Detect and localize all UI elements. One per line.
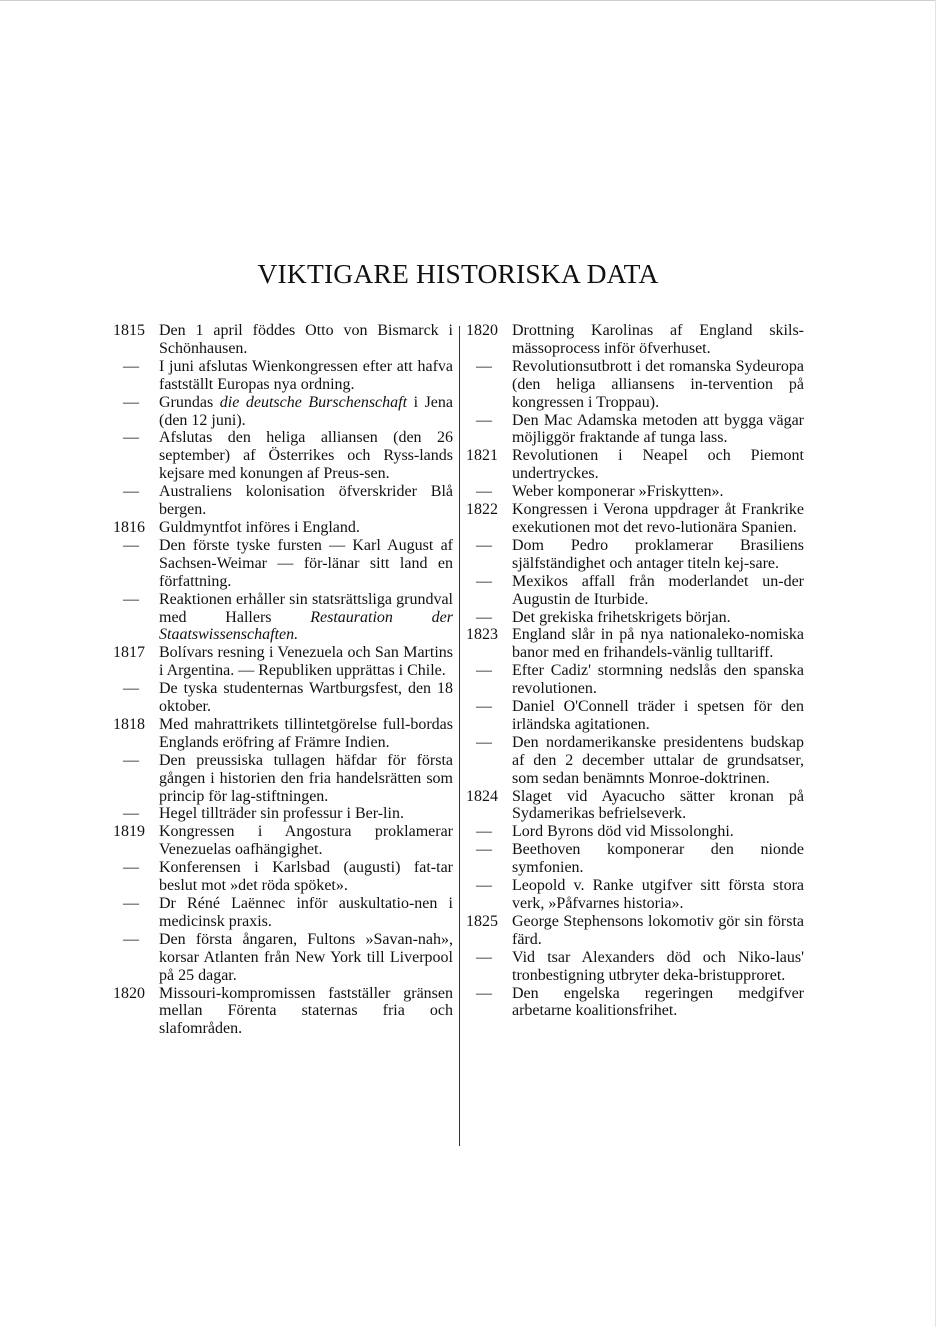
timeline-entry [466,501,804,537]
entry-text: Dom Pedro proklamerar Brasiliens själfständighet och antager titeln kej-sare. [512,536,804,572]
entry-year: — [476,823,492,841]
entry-text: Den preussiska tullagen häfdar för första gången i historien den fria handelsrätten som princip för lag-stiftningen. [159,751,453,805]
entry-text-italic: die deutsche Burschenschaft [219,393,408,411]
timeline-entry [466,841,804,877]
entry-year: — [476,572,492,590]
entry-year: — [123,536,139,554]
entry-text: Mexikos affall från moderlandet un-der Augustin de Iturbide. [512,572,804,608]
timeline-entry [466,985,804,1021]
timeline-entry [466,698,804,734]
timeline-entry [113,680,453,716]
page-title: VIKTIGARE HISTORISKA DATA [257,258,659,289]
entry-year: — [123,357,139,375]
timeline-entry [466,483,804,501]
entry-text: Dr Réné Laënnec inför auskultatio-nen i medicinsk praxis. [159,895,453,930]
entry-year: — [476,841,492,859]
timeline-entry [113,716,453,752]
entry-text: Vid tsar Alexanders död och Niko-laus' tronbestigning utbryter deka-bristupproret. [512,948,804,984]
entry-text: Efter Cadiz' stormning nedslås den spanska revolutionen. [512,662,804,698]
timeline-entry [466,788,804,824]
timeline-entry [466,447,804,483]
entry-year: — [476,608,492,626]
entry-text: Daniel O'Connell träder i spetsen för den irländska agitationen. [512,698,804,733]
entry-year: — [476,733,492,751]
timeline-entry [113,429,453,483]
entry-text: Afslutas den heliga alliansen (den 26 september) af Österrikes och Ryss-lands kejsare med konungen af Preus-sen. [159,429,453,483]
timeline-entry [113,519,453,537]
left-column [113,322,453,1038]
entry-year: 1822 [466,501,498,519]
timeline-entry [466,877,804,913]
entry-text: Slaget vid Ayacucho sätter kronan på Sydamerikas befrielseverk. [512,787,804,823]
entry-year: — [476,411,492,429]
entry-year: 1820 [466,322,498,339]
entry-text: Den nordamerikanske presidentens budskap af den 2 december uttalar de grundsatser, som sedan benämnts Monroe-doktrinen. [512,733,804,787]
entry-year: — [123,859,139,877]
timeline-entry [113,931,453,985]
timeline-entry [466,823,804,841]
entry-year: — [123,393,139,411]
timeline-entry [113,823,453,859]
entry-text: England slår in på nya nationaleko-nomiska banor med en frihandels-vänlig tulltariff. [512,626,804,662]
entry-text: De tyska studenternas Wartburgsfest, den 18 oktober. [159,680,453,716]
entry-year: — [123,930,139,948]
timeline-entry [466,412,804,448]
right-column [466,322,804,1020]
entry-year: — [123,895,139,912]
timeline-entry [466,322,804,358]
entry-year: 1824 [466,787,498,805]
timeline-entry [113,394,453,430]
entry-text: Den första ångaren, Fultons »Savan-nah», korsar Atlanten från New York till Liverpool på 25 dagar. [159,930,453,984]
timeline-entry [113,322,453,358]
entry-year: — [476,536,492,554]
entry-year: — [476,698,492,716]
entry-text [159,394,453,430]
timeline-entry [113,537,453,591]
timeline-entry [466,662,804,698]
entry-year: — [476,662,492,680]
timeline-entry [113,358,453,394]
timeline-entry [113,483,453,519]
entry-year: 1825 [466,912,498,930]
entry-text-part: Reaktionen erhåller sin statsrättsliga grundval med Hallers [159,590,453,626]
entry-text: Leopold v. Ranke utgifver sitt första stora verk, »Påfvarnes historia». [512,877,804,912]
entry-text: Weber komponerar »Friskytten». [512,483,724,501]
entry-year: 1816 [113,518,145,536]
entry-text: Revolutionen i Neapel och Piemont undertryckes. [512,447,804,483]
entry-year: — [476,984,492,1002]
entry-year: — [476,483,492,501]
timeline-entry [466,537,804,573]
entry-year: — [476,357,492,375]
entry-year: 1820 [113,984,145,1002]
entry-year: — [123,805,139,823]
timeline-entry [113,644,453,680]
entry-text: Drottning Karolinas af England skils-mässoprocess inför öfverhuset. [512,322,804,357]
timeline-entry [113,591,453,645]
page-edge-top [0,0,936,1]
timeline-entry [466,913,804,949]
entry-text: Konferensen i Karlsbad (augusti) fat-tar beslut mot »det röda spöket». [159,859,453,895]
entry-text: Den 1 april föddes Otto von Bismarck i Schönhausen. [159,322,453,357]
entry-year: 1817 [113,644,145,662]
entry-text: Lord Byrons död vid Missolonghi. [512,823,734,841]
timeline-entry [466,734,804,788]
entry-text: Revolutionsutbrott i det romanska Sydeuropa (den heliga alliansens in-tervention på kongressen i Troppau). [512,357,804,411]
entry-text-part: Grundas [159,393,220,411]
entry-text: Bolívars resning i Venezuela och San Martins i Argentina. — Republiken upprättas i Chile. [159,644,453,680]
timeline-entry [113,985,453,1039]
entry-year: 1821 [466,447,498,465]
column-divider [459,326,460,1146]
timeline-entry [113,805,453,823]
timeline-entry [466,358,804,412]
entry-year: — [123,429,139,447]
entry-year: — [123,590,139,608]
timeline-entry [466,573,804,609]
entry-year: 1819 [113,823,145,841]
entry-year: — [476,877,492,895]
entry-text: Hegel tillträder sin professur i Ber-lin. [159,805,404,823]
entry-text: Guldmyntfot införes i England. [159,518,360,536]
entry-text: Australiens kolonisation öfverskrider Blå bergen. [159,483,453,519]
entry-text: George Stephensons lokomotiv gör sin första färd. [512,912,804,948]
timeline-entry [113,859,453,895]
entry-text: Den förste tyske fursten — Karl August af Sachsen-Weimar — för-länar sitt land en författning. [159,536,453,590]
timeline-entry [113,752,453,806]
timeline-entry [466,626,804,662]
entry-text: Beethoven komponerar den nionde symfonien. [512,841,804,877]
entry-text: Den Mac Adamska metoden att bygga vägar möjliggör fraktande af tunga lass. [512,411,804,447]
entry-text: Med mahrattrikets tillintetgörelse full-bordas Englands eröfring af Främre Indien. [159,715,453,751]
entry-text: Missouri-kompromissen fastställer gränsen mellan Förenta staternas fria och slafområden. [159,984,453,1038]
entry-year: 1815 [113,322,145,339]
entry-text-italic: Restauration der Staatswissenschaften. [159,608,453,644]
entry-year: — [476,948,492,966]
entry-text [159,591,453,645]
entry-text: I juni afslutas Wienkongressen efter att hafva fastställt Europas nya ordning. [159,357,453,393]
timeline-entry [466,949,804,985]
entry-text: Den engelska regeringen medgifver arbetarne koalitionsfrihet. [512,984,804,1020]
entry-text: Kongressen i Angostura proklamerar Venezuelas oafhängighet. [159,823,453,859]
entry-year: — [123,680,139,698]
entry-year: 1823 [466,626,498,644]
entry-year: 1818 [113,715,145,733]
entry-text-part: i Jena (den 12 juni). [159,393,453,429]
timeline-entry [466,609,804,627]
entry-text: Kongressen i Verona uppdrager åt Frankrike exekutionen mot det revo-lutionära Spanien. [512,501,804,536]
entry-year: — [123,751,139,769]
timeline-entry [113,895,453,931]
entry-year: — [123,483,139,501]
entry-text: Det grekiska frihetskrigets början. [512,608,731,626]
